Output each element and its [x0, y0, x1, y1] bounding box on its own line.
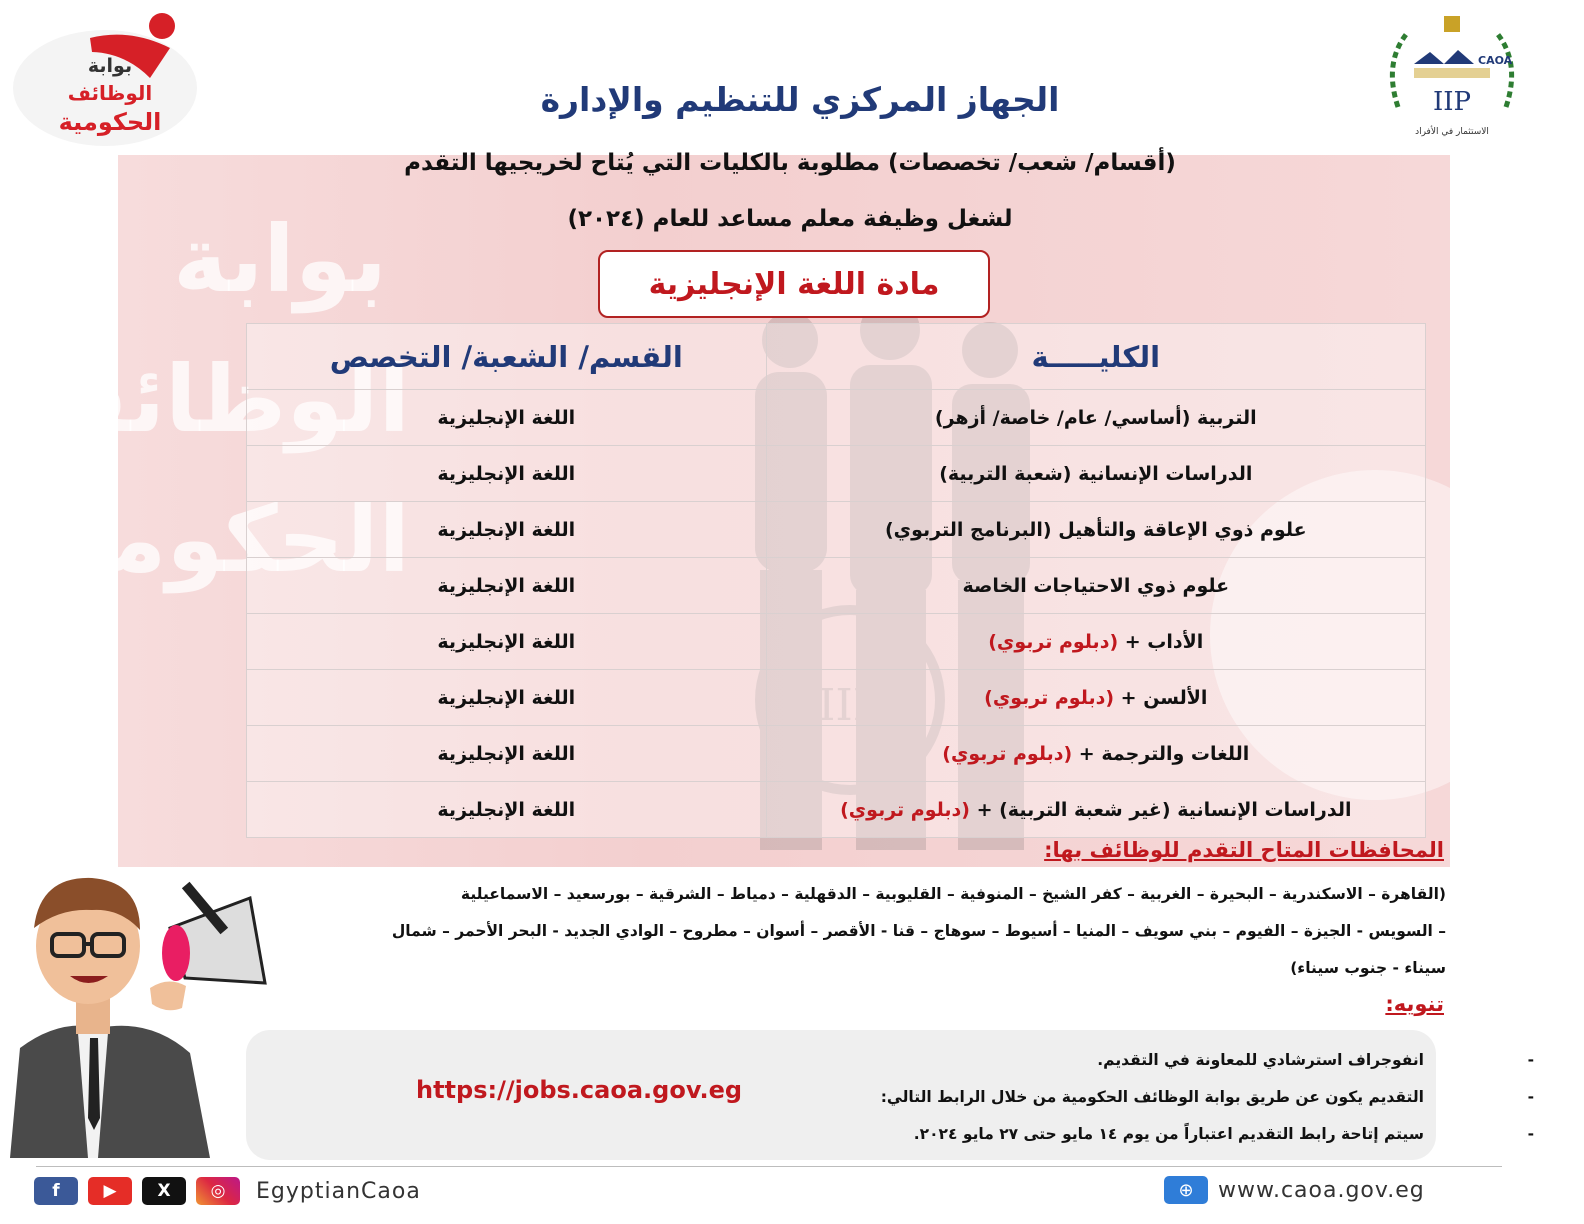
social-links [34, 1176, 421, 1206]
svg-text:الحكومية: الحكومية [58, 108, 162, 136]
governorates-title: المحافظات المتاح التقدم للوظائف بها: [1044, 838, 1444, 862]
watermark-iip: IIP [818, 680, 883, 731]
footer-divider [36, 1166, 1502, 1167]
table-row [247, 558, 1426, 614]
table-row [247, 782, 1426, 838]
faculty-cell: اللغات والترجمة + (دبلوم تربوي) [766, 726, 1425, 782]
svg-text:بوابة: بوابة [87, 55, 133, 77]
apply-link[interactable]: https://jobs.caoa.gov.eg [416, 1076, 743, 1104]
faculty-cell: الدراسات الإنسانية (شعبة التربية) [766, 446, 1425, 502]
note-item: - سيتم إتاحة رابط التقديم اعتباراً من يوم ١٤ مايو حتى ٢٧ مايو ٢٠٢٤. [913, 1125, 1534, 1143]
department-cell: اللغة الإنجليزية [247, 446, 767, 502]
table-row [247, 502, 1426, 558]
svg-text:الاستثمار في الأفراد: الاستثمار في الأفراد [1415, 127, 1489, 137]
megaphone-man-illustration [0, 868, 270, 1158]
table-header-row [247, 324, 1426, 390]
notes-title: تنويه: [1385, 992, 1444, 1016]
svg-text:IIP: IIP [1432, 87, 1472, 117]
social-handle: EgyptianCaoa [256, 1178, 421, 1204]
table-row [247, 614, 1426, 670]
department-cell: اللغة الإنجليزية [247, 726, 767, 782]
government-jobs-portal-logo [10, 8, 200, 148]
governorates-list: (القاهرة – الاسكندرية – البحيرة – الغربية – كفر الشيخ – المنوفية – القليوبية – الدقهلية – دمياط – الشرقية – بورسعيد – الاسماعيلية – السويس - الجيزة – الفيوم – بني سويف – المنيا – أسيوط – سوهاج – قنا - الأقصر – أسوان – مطروح – الوادي الجديد - البحر الأحمر – شمال سيناء - جنوب سيناء) [391, 885, 1446, 977]
faculty-cell: علوم ذوي الاحتياجات الخاصة [766, 558, 1425, 614]
department-cell: اللغة الإنجليزية [247, 670, 767, 726]
website-link[interactable] [1164, 1176, 1425, 1204]
table-row [247, 390, 1426, 446]
department-cell: اللغة الإنجليزية [247, 502, 767, 558]
caoa-iip-logo [1378, 12, 1526, 140]
subject-label: مادة اللغة الإنجليزية [598, 250, 990, 318]
faculty-cell: علوم ذوي الإعاقة والتأهيل (البرنامج التربوي) [766, 502, 1425, 558]
table-row [247, 446, 1426, 502]
faculty-cell: الدراسات الإنسانية (غير شعبة التربية) + (دبلوم تربوي) [766, 782, 1425, 838]
table-row [247, 726, 1426, 782]
faculty-cell: الأداب + (دبلوم تربوي) [766, 614, 1425, 670]
page-title: الجهاز المركزي للتنظيم والإدارة [540, 80, 1060, 119]
faculty-cell: الألسن + (دبلوم تربوي) [766, 670, 1425, 726]
department-cell: اللغة الإنجليزية [247, 558, 767, 614]
subtitle-line-1: (أقسام/ شعب/ تخصصات) مطلوبة بالكليات التي يُتاح لخريجيها التقدم [404, 150, 1176, 176]
facebook-icon[interactable]: f [34, 1177, 78, 1205]
department-cell: اللغة الإنجليزية [247, 390, 767, 446]
globe-icon: ⊕ [1164, 1176, 1208, 1204]
subtitle-line-2: لشغل وظيفة معلم مساعد للعام (٢٠٢٤) [567, 206, 1013, 232]
x-icon[interactable]: X [142, 1177, 186, 1205]
faculty-cell: التربية (أساسي/ عام/ خاصة/ أزهر) [766, 390, 1425, 446]
instagram-icon[interactable]: ◎ [196, 1177, 240, 1205]
department-cell: اللغة الإنجليزية [247, 614, 767, 670]
youtube-icon[interactable]: ▶ [88, 1177, 132, 1205]
svg-text:الوظائف: الوظائف [67, 81, 153, 105]
department-column-header: القسم/ الشعبة/ التخصص [247, 324, 767, 390]
department-cell: اللغة الإنجليزية [247, 782, 767, 838]
website-url[interactable]: www.caoa.gov.eg [1218, 1177, 1425, 1203]
requirements-table [246, 323, 1426, 838]
faculty-column-header: الكليـــــة [766, 324, 1425, 390]
table-row [247, 670, 1426, 726]
note-item: - انفوجراف استرشادي للمعاونة في التقديم. [1097, 1051, 1534, 1069]
note-item: - التقديم يكون عن طريق بوابة الوظائف الحكومية من خلال الرابط التالي: [880, 1088, 1534, 1106]
svg-text:CAOA: CAOA [1478, 54, 1513, 67]
watermark-text: بوابة الوظائف الحكومية [16, 206, 410, 593]
